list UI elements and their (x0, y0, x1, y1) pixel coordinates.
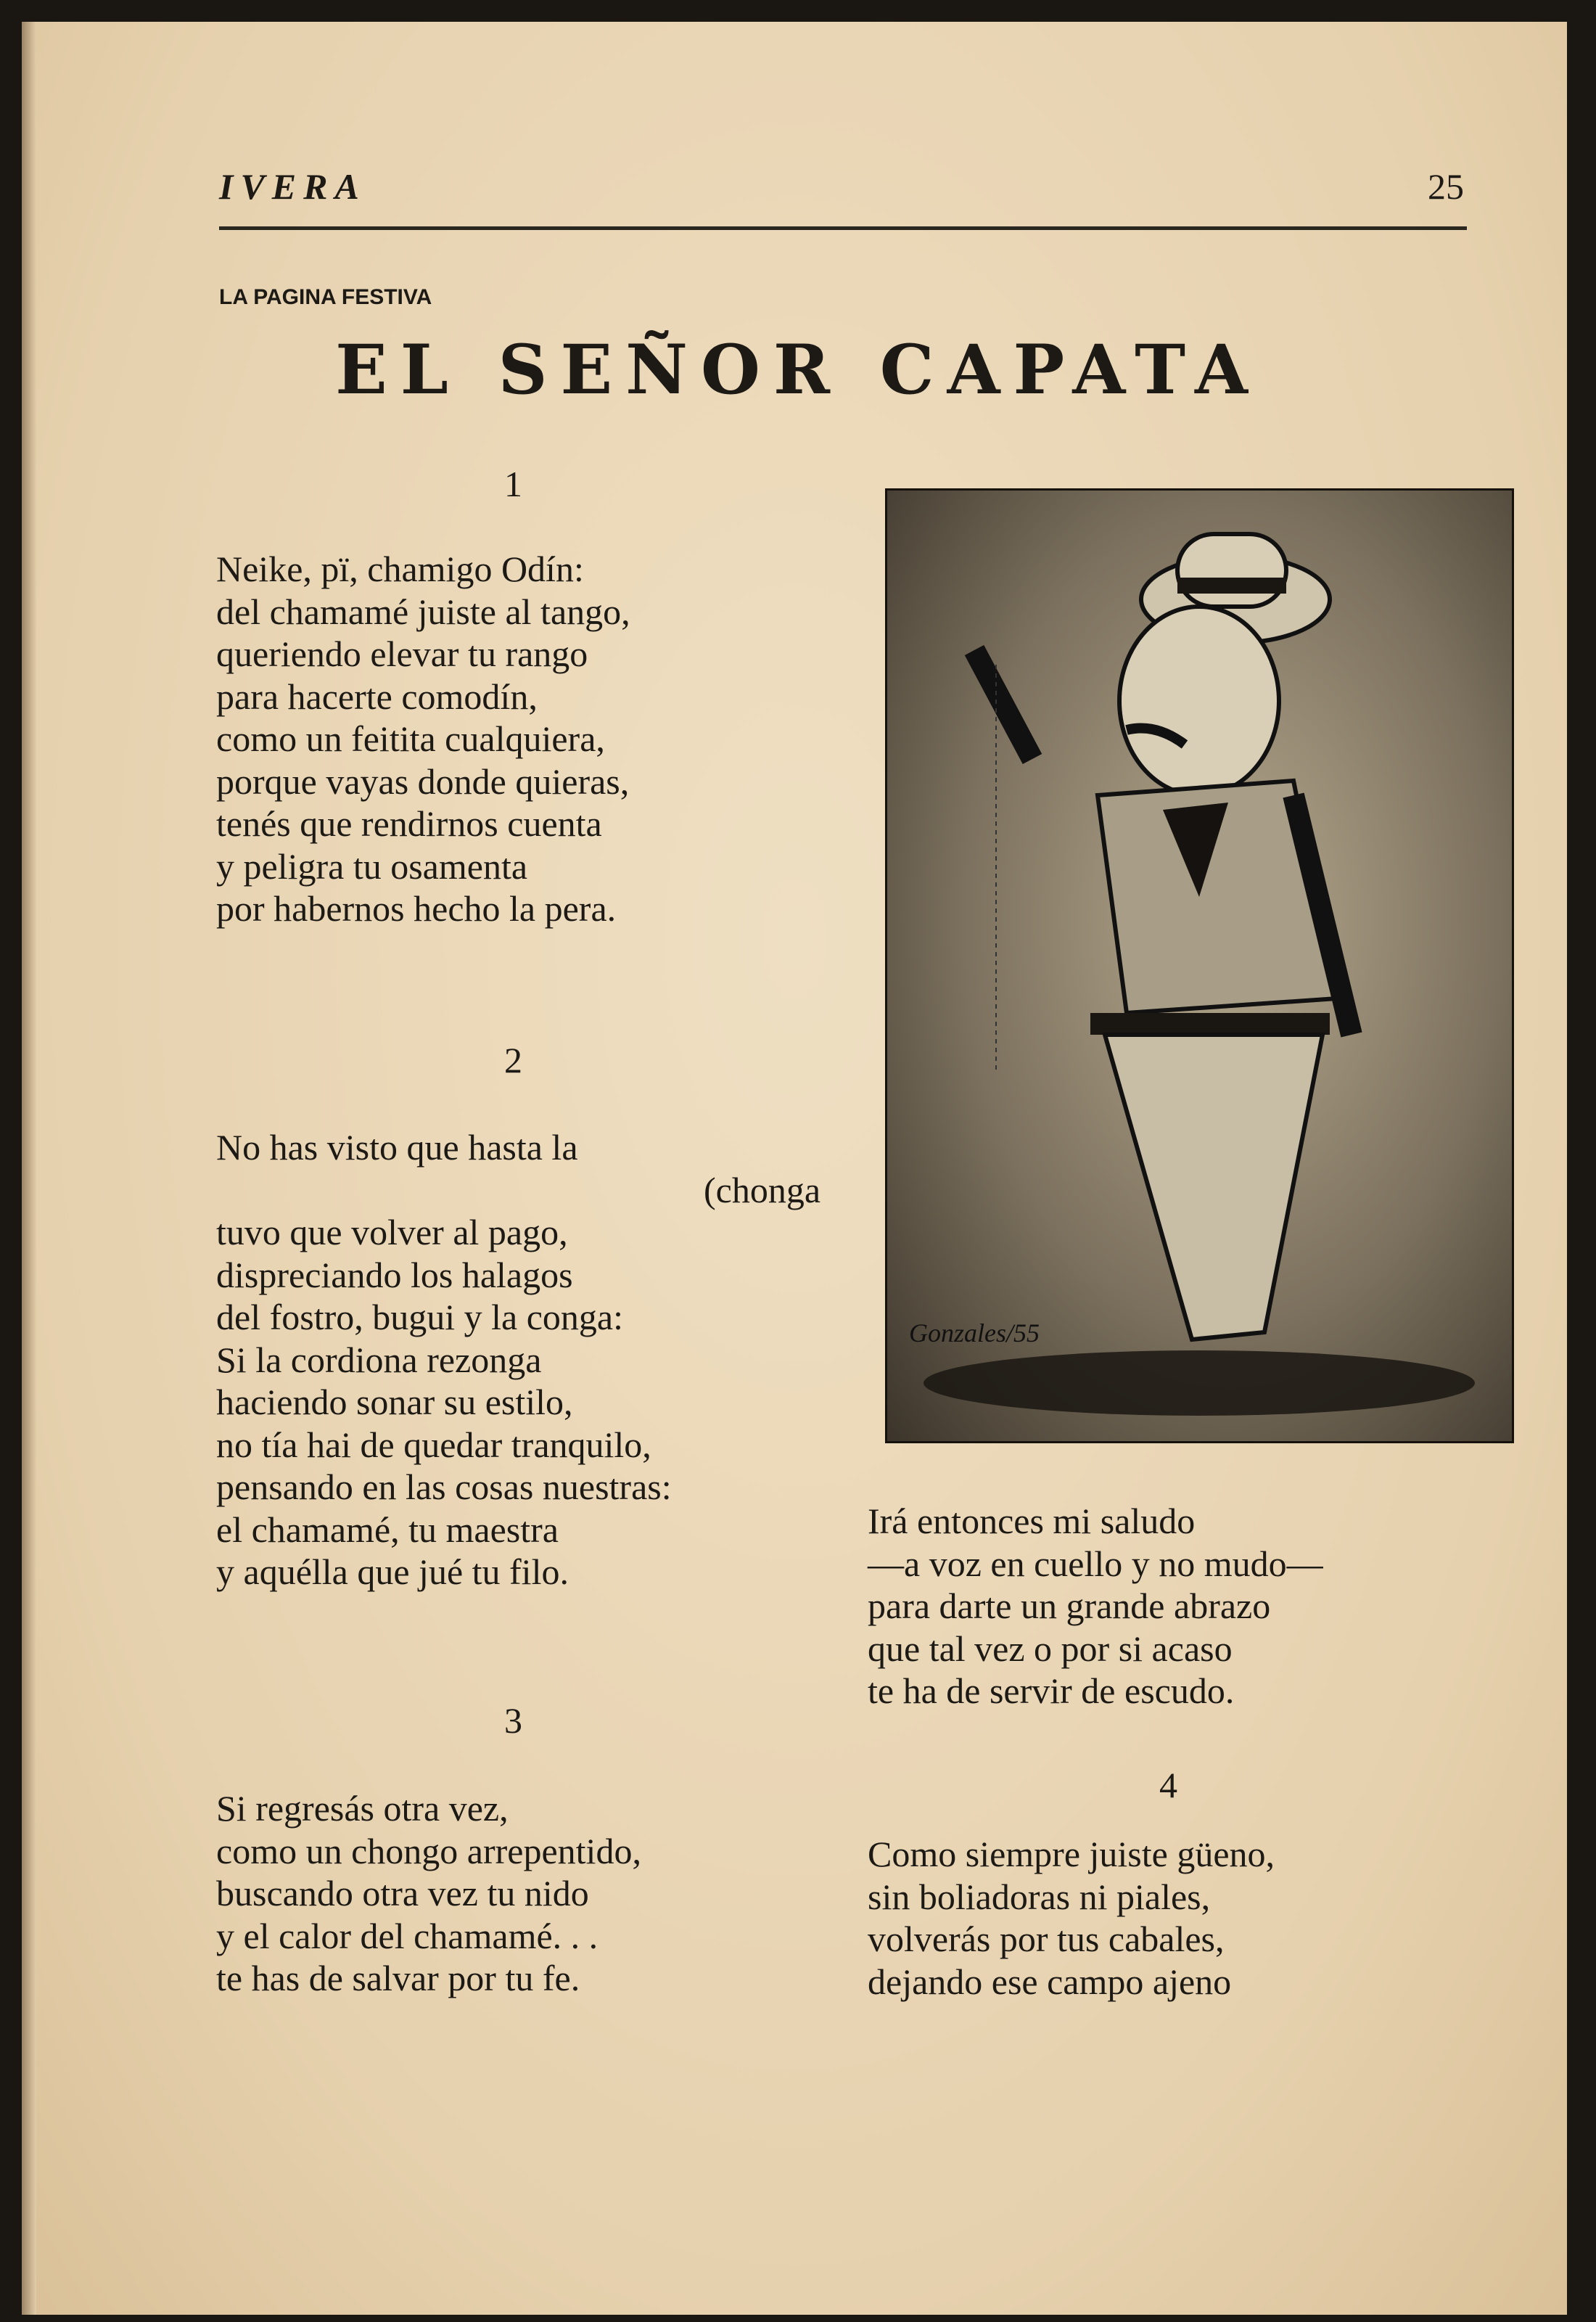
verse-line: Irá entonces mi saludo (868, 1501, 1196, 1541)
verse-line: —a voz en cuello y no mudo— (868, 1543, 1323, 1584)
header-rule (219, 226, 1467, 230)
verse-line: porque vayas donde quieras, (216, 760, 630, 802)
verse-line: y aquélla que jué tu filo. (216, 1551, 569, 1592)
verse-line: Si la cordiona rezonga (216, 1339, 542, 1380)
verse-line: haciendo sonar su estilo, (216, 1382, 573, 1422)
verse-line: el chamamé, tu maestra (216, 1509, 559, 1550)
verse-line: volverás por tus cabales, (868, 1919, 1225, 1959)
capataz-figure (887, 491, 1512, 1441)
verse-line: no tía hai de quedar tranquilo, (216, 1424, 651, 1465)
stanza-number: 2 (504, 1040, 522, 1080)
verse-line: queriendo elevar tu rango (216, 633, 588, 674)
stanza-1 (216, 548, 630, 930)
running-title: IVERA (219, 166, 366, 207)
stanza-2-continuation (868, 1500, 1323, 1712)
verse-line: No has visto que hasta la (216, 1127, 578, 1168)
verse-line: dispreciando los halagos (216, 1254, 573, 1295)
verse-line: sin boliadoras ni piales, (868, 1876, 1211, 1917)
verse-line: (chonga (704, 1169, 821, 1210)
verse-line: para hacerte comodín, (216, 676, 538, 717)
verse-line: te ha de servir de escudo. (868, 1670, 1235, 1711)
page-number: 25 (1428, 166, 1464, 207)
verse-line: y el calor del chamamé. . . (216, 1915, 598, 1956)
page-title: EL SEÑOR CAPATA (335, 330, 1261, 410)
verse-line: buscando otra vez tu nido (216, 1873, 589, 1913)
stanza-2 (216, 1126, 820, 1593)
verse-line: como un feitita cualquiera, (216, 718, 605, 759)
verse-line: tuvo que volver al pago, (216, 1212, 568, 1252)
verse-line: tenés que rendirnos cuenta (216, 803, 602, 844)
verse-line: te has de salvar por tu fe. (216, 1958, 580, 1998)
verse-line: Si regresás otra vez, (216, 1788, 509, 1829)
caricature-illustration (885, 488, 1514, 1443)
section-label: LA PAGINA FESTIVA (219, 285, 432, 309)
verse-line: del fostro, bugui y la conga: (216, 1297, 623, 1337)
stanza-4 (868, 1833, 1275, 2003)
verse-line: y peligra tu osamenta (216, 845, 528, 887)
verse-line: como un chongo arrepentido, (216, 1830, 641, 1871)
verse-line: del chamamé juiste al tango, (216, 591, 630, 632)
verse-line: Como siempre juiste güeno, (868, 1834, 1275, 1874)
stanza-number: 4 (1159, 1765, 1177, 1805)
verse-line: para darte un grande abrazo (868, 1585, 1271, 1626)
stanza-3 (216, 1787, 641, 2000)
verse-line: pensando en las cosas nuestras: (216, 1466, 672, 1507)
verse-line: por habernos hecho la pera. (216, 888, 617, 929)
stanza-number: 3 (504, 1700, 522, 1741)
verse-line: dejando ese campo ajeno (868, 1961, 1232, 2002)
verse-line: Neike, pï, chamigo Odín: (216, 549, 584, 589)
artist-signature: Gonzales/55 (909, 1318, 1040, 1347)
stanza-number: 1 (504, 464, 522, 504)
verse-line: que tal vez o por si acaso (868, 1628, 1233, 1669)
